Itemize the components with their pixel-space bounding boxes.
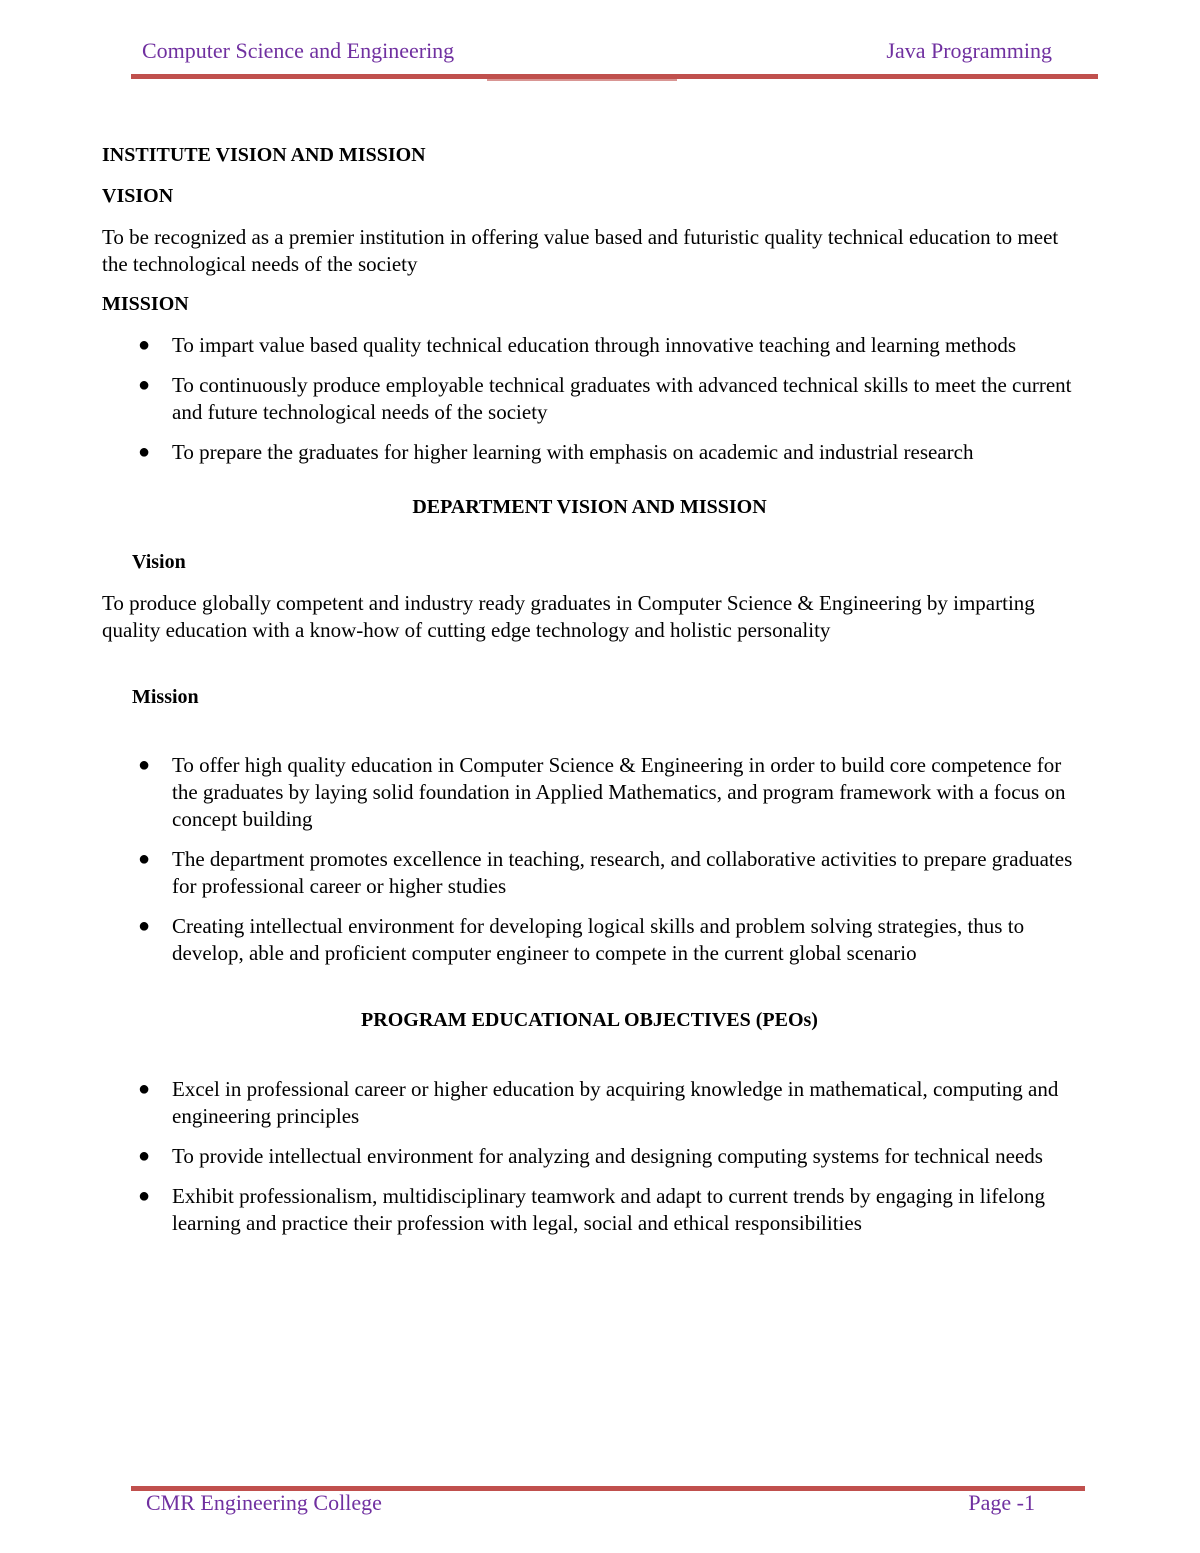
department-mission-list <box>102 752 1077 967</box>
list-item <box>102 913 1077 967</box>
peo-list <box>102 1076 1077 1237</box>
list-item <box>102 846 1077 900</box>
list-item-text: Excel in professional career or higher education by acquiring knowledge in mathematical, computing and engineering principles <box>172 1077 1059 1128</box>
bullet-icon: ● <box>138 334 151 356</box>
footer-college: CMR Engineering College <box>146 1490 382 1515</box>
list-item <box>102 372 1077 426</box>
page-body <box>102 140 1077 1250</box>
bullet-icon: ● <box>138 754 151 776</box>
institute-vision-text: To be recognized as a premier institution in offering value based and futuristic quality technical education to meet the technological needs of the society <box>102 225 1059 276</box>
list-item <box>102 752 1077 833</box>
list-item-text: To prepare the graduates for higher learning with emphasis on academic and industrial research <box>172 440 974 464</box>
list-item-text: To offer high quality education in Computer Science & Engineering in order to build core competence for the graduates by laying solid foundation in Applied Mathematics, and program framework with a focus on concept building <box>172 753 1066 831</box>
bullet-icon: ● <box>138 374 151 396</box>
department-vision-text: To produce globally competent and industry ready graduates in Computer Science & Engineering by imparting quality education with a know-how of cutting edge technology and holistic personality <box>102 591 1035 642</box>
list-item <box>102 439 1077 466</box>
list-item-text: To continuously produce employable technical graduates with advanced technical skills to meet the current and future technological needs of the society <box>172 373 1072 424</box>
bullet-icon: ● <box>138 1185 151 1207</box>
list-item <box>102 1076 1077 1130</box>
header-department: Computer Science and Engineering <box>142 38 455 63</box>
department-mission-heading: Mission <box>132 686 199 708</box>
bullet-icon: ● <box>138 441 151 463</box>
department-title: DEPARTMENT VISION AND MISSION <box>412 496 767 518</box>
list-item <box>102 1143 1077 1170</box>
institute-mission-heading: MISSION <box>102 293 189 315</box>
list-item-text: The department promotes excellence in teaching, research, and collaborative activities to prepare graduates for professional career or higher studies <box>172 847 1073 898</box>
list-item-text: Exhibit professionalism, multidisciplinary teamwork and adapt to current trends by engaging in lifelong learning and practice their profession with legal, social and ethical responsibilities <box>172 1184 1046 1235</box>
footer-page-number: Page -1 <box>968 1490 1035 1515</box>
institute-vision-heading: VISION <box>102 185 174 207</box>
list-item <box>102 1183 1077 1237</box>
list-item-text: Creating intellectual environment for developing logical skills and problem solving strategies, thus to develop, able and proficient computer engineer to compete in the current global scenario <box>172 914 1025 965</box>
bullet-icon: ● <box>138 1078 151 1100</box>
department-vision-heading: Vision <box>132 551 186 573</box>
bullet-icon: ● <box>138 1145 151 1167</box>
bullet-icon: ● <box>138 915 151 937</box>
list-item-text: To provide intellectual environment for analyzing and designing computing systems for technical needs <box>172 1144 1043 1168</box>
list-item <box>102 332 1077 359</box>
bullet-icon: ● <box>138 848 151 870</box>
institute-title: INSTITUTE VISION AND MISSION <box>102 144 426 166</box>
peo-title: PROGRAM EDUCATIONAL OBJECTIVES (PEOs) <box>361 1009 818 1031</box>
institute-mission-list <box>102 332 1077 466</box>
header-subject: Java Programming <box>886 38 1052 63</box>
list-item-text: To impart value based quality technical education through innovative teaching and learning methods <box>172 333 1017 357</box>
header-rule-accent <box>487 79 677 81</box>
